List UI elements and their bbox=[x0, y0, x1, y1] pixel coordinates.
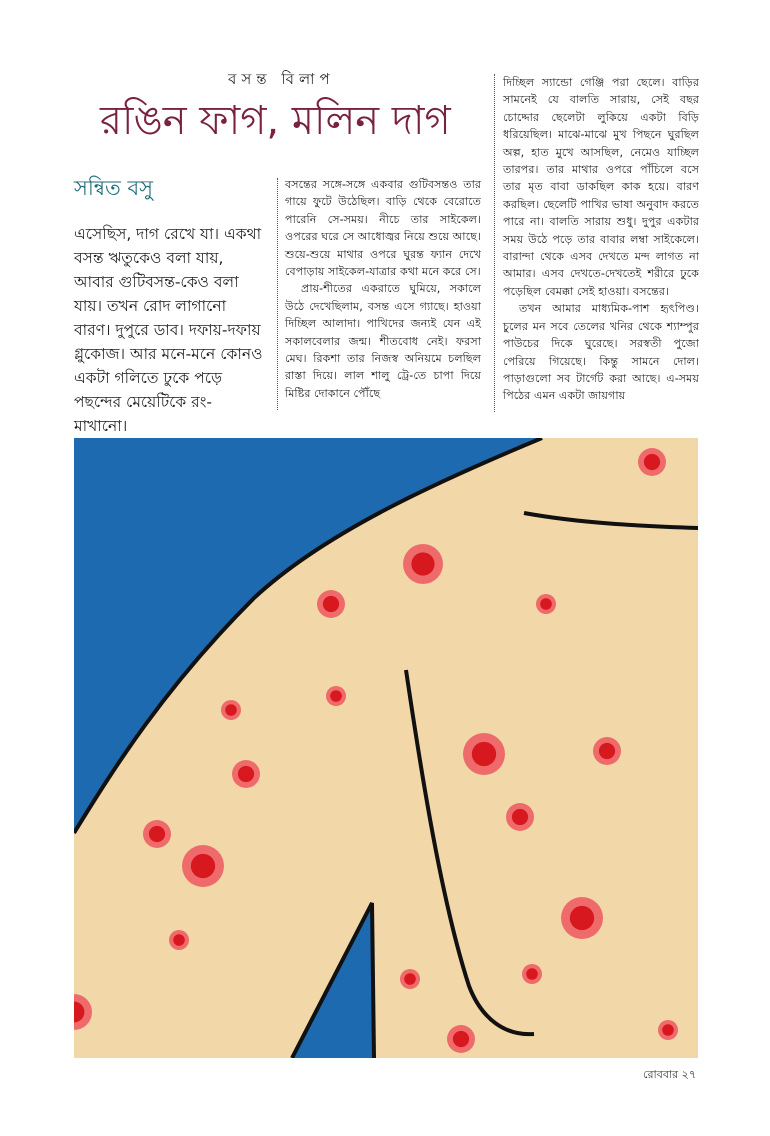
pox-spot-core bbox=[644, 454, 660, 470]
headline: রঙিন ফাগ, মলিন দাগ bbox=[100, 98, 451, 144]
pox-spot-core bbox=[323, 596, 339, 612]
pox-spot-core bbox=[512, 809, 528, 825]
pox-spot-core bbox=[191, 854, 215, 878]
pox-spot-core bbox=[330, 690, 342, 702]
paragraph: তখন আমার মাধ্যমিক-পাশ হৃৎপিণ্ড। চুলের মন সবে তেলের খনির থেকে শ্যাম্পুর পাউচের দিকে ঘুরেছে। সরস্বতী পুজো পেরিয়ে গিয়েছে। কিন্তু সামনে দোল। পাড়াগুলো সব টার্গেট করা আছে। এ-সময় পিঠের এমন একটা জায়গায় bbox=[503, 302, 699, 403]
intro-paragraph bbox=[74, 222, 264, 438]
pox-spot-core bbox=[173, 934, 185, 946]
page-footer: রোববার ২৭ bbox=[643, 1068, 696, 1081]
paragraph: দিচ্ছিল স্যান্ডো গেঞ্জি পরা ছেলে। বাড়ির সামনেই যে বালতি সারায়, সেই বছর চোদ্দোর ছেলেটা লুকিয়ে একটা বিড়ি ধরিয়েছিল। মাঝে-মাঝে মুখ পিছনে ঘুরছিল অল্প, হাত মুখে আসছিল, নেমেও যাচ্ছিল তারপর। তার মাথার ওপরে পাঁচিলে বসে তার মৃত বাবা ডাকছিল কাক হয়ে। বারণ করছিল। ছেলেটি পাখির ভাষা অনুবাদ করতে পারে না। বালতি সারায় শুধু। দুপুর একটার সময় উঠে পড়ে তার বাবার লম্বা সাইকেলে। বারান্দা থেকে এসব দেখতে মন্দ লাগত না আমার। এসব দেখতে-দেখতেই শরীরে ঢুকে পড়েছিল বেমক্কা সেই হাওয়া। বসন্তের। bbox=[503, 76, 699, 298]
pox-spot-core bbox=[453, 1031, 469, 1047]
pox-spot-core bbox=[404, 973, 416, 985]
pox-spot-core bbox=[411, 552, 434, 575]
kicker: বসন্ত বিলাপ bbox=[228, 70, 335, 88]
pox-spot-core bbox=[526, 968, 538, 980]
body-column-2 bbox=[503, 74, 699, 405]
paragraph: প্রায়-শীতের একরাতে ঘুমিয়ে, সকালে উঠে দেখেছিলাম, বসন্ত এসে গ্যাছে। হাওয়া দিচ্ছিল আলাদা। পাখিদের জন্যই যেন এই সকালবেলার জন্ম। শীতবোধ নেই। ফরসা মেঘ। রিকশা তার নিজস্ব অনিয়মে চলছিল রাস্তা দিয়ে। লাল শালু ট্রে-তে চাপা দিয়ে মিষ্টির দোকানে পৌঁছে bbox=[285, 282, 481, 400]
author-byline: সন্বিত বসু bbox=[74, 176, 154, 200]
intro-text: এসেছিস, দাগ রেখে যা। একথা বসন্ত ঋতুকেও বলা যায়, আবার গুটিবসন্ত-কেও বলা যায়। তখন রোদ লাগানো বারণ। দুপুরে ডাব। দফায়-দফায় গ্লুকোজ। আর মনে-মনে কোনও একটা গলিতে ঢুকে পড়ে পছন্দের মেয়েটিকে রং-মাখানো। bbox=[74, 225, 263, 435]
illustration bbox=[74, 438, 698, 1058]
body-column-1 bbox=[285, 176, 481, 402]
pox-spot-core bbox=[540, 598, 552, 610]
pox-spot-core bbox=[662, 1024, 674, 1036]
pox-spot-core bbox=[472, 742, 496, 766]
column-divider bbox=[494, 74, 495, 412]
column-divider bbox=[277, 178, 278, 410]
pox-spot-core bbox=[149, 826, 165, 842]
pox-spot-core bbox=[570, 906, 594, 930]
pox-spot-core bbox=[599, 743, 615, 759]
shoulder-illustration bbox=[74, 438, 698, 1058]
paragraph: বসন্তের সঙ্গে-সঙ্গে একবার গুটিবসন্তও তার গায়ে ফুটে উঠেছিল। বাড়ি থেকে বেরোতে পারেনি সে-সময়। নীচে তার সাইকেল। ওপরের ঘরে সে আধোজ্বর নিয়ে শুয়ে আছে। শুয়ে-শুয়ে মাথার ওপরে ঘুরন্ত ফ্যান দেখে বেপাড়ায় সাইকেল-যাত্রার কথা মনে করে সে। bbox=[285, 178, 481, 279]
pox-spot-core bbox=[238, 766, 254, 782]
pox-spot-core bbox=[225, 704, 237, 716]
